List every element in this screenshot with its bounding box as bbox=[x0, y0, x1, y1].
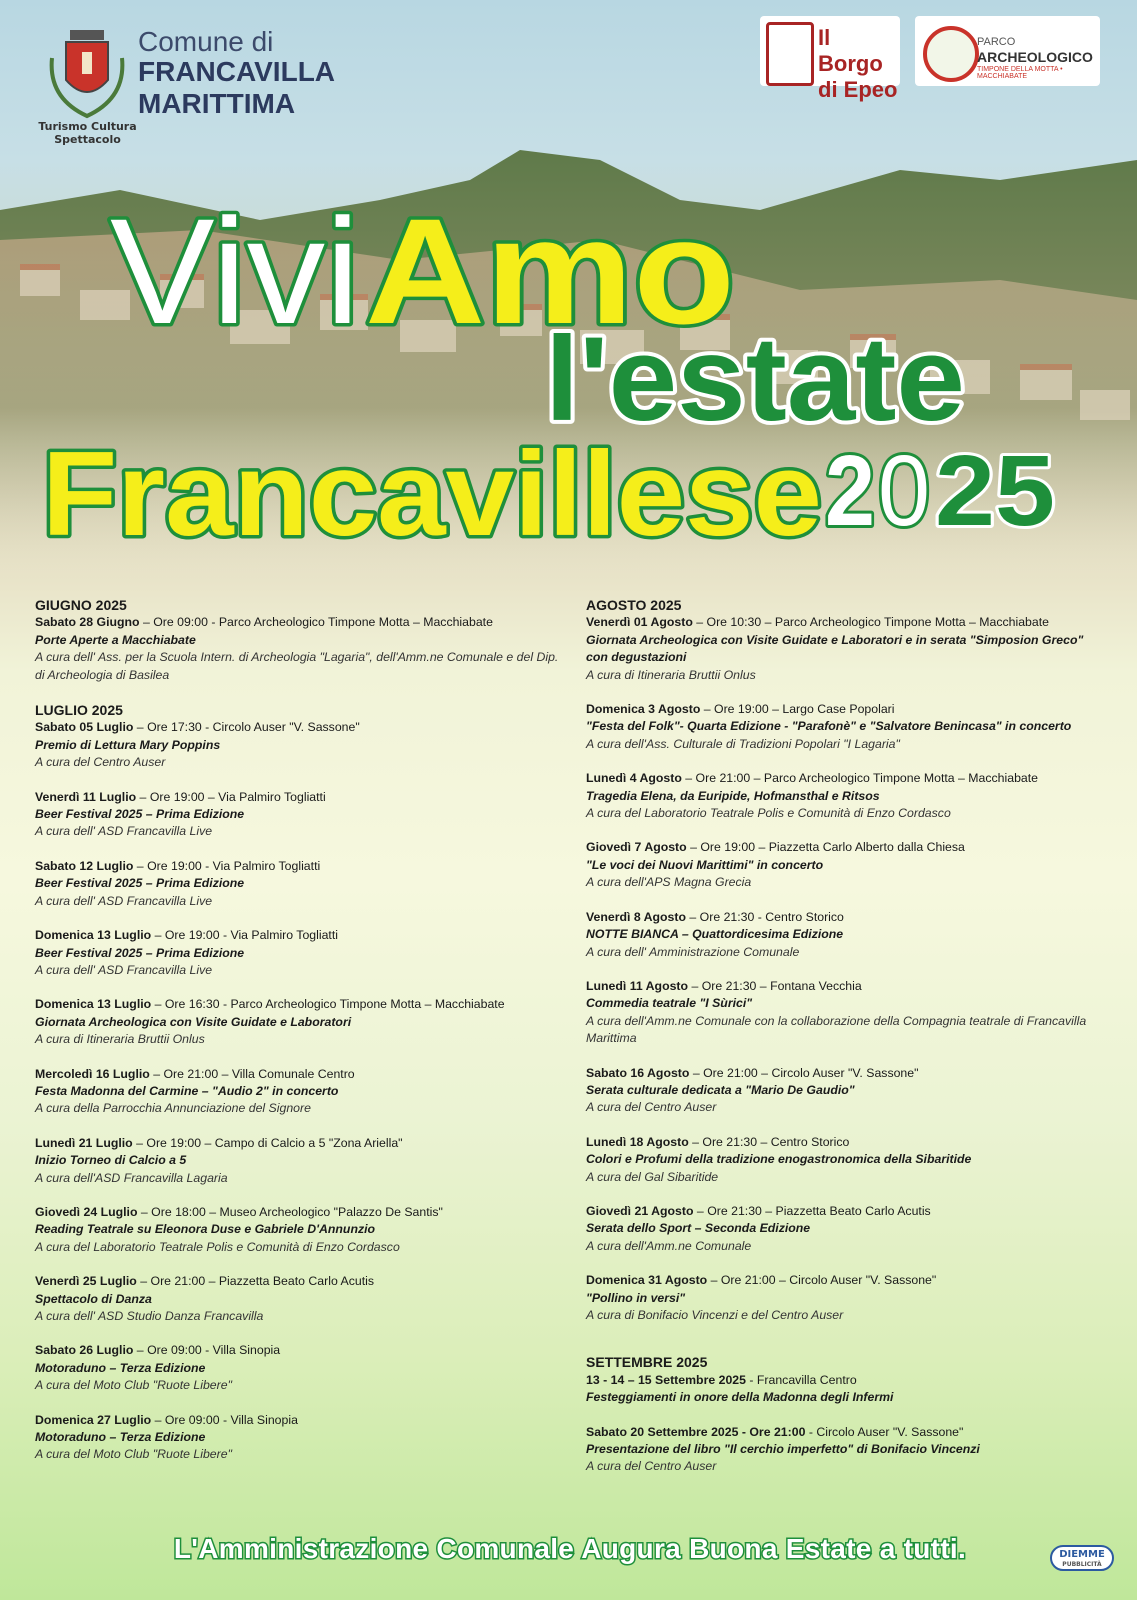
event-when-where bbox=[586, 614, 1101, 631]
event-when-where bbox=[586, 1372, 1101, 1389]
event-when-where bbox=[586, 1065, 1101, 1082]
event-when-where bbox=[586, 770, 1101, 787]
event-date: Venerdì 01 Agosto bbox=[586, 615, 693, 630]
event-title: Commedia teatrale "I Sùrici" bbox=[586, 996, 753, 1011]
event-organizer: A cura del Laboratorio Teatrale Polis e Comunità di Enzo Cordasco bbox=[35, 1239, 400, 1254]
event-title: Motoraduno – Terza Edizione bbox=[35, 1430, 206, 1445]
event-organizer: A cura della Parrocchia Annunciazione del Signore bbox=[35, 1101, 311, 1116]
municipal-crest-icon bbox=[42, 28, 132, 120]
event-item bbox=[35, 1412, 560, 1464]
event-organizer: A cura dell' ASD Francavilla Live bbox=[35, 824, 213, 839]
event-item bbox=[35, 1342, 560, 1394]
event-item bbox=[586, 1065, 1101, 1117]
event-place-time: – Ore 09:00 - Villa Sinopia bbox=[133, 1343, 281, 1358]
title-year-25: 25 bbox=[935, 435, 1055, 547]
event-date: Sabato 26 Luglio bbox=[35, 1343, 134, 1358]
event-date: Domenica 31 Agosto bbox=[586, 1273, 708, 1288]
event-item bbox=[586, 839, 1101, 891]
crest-caption: Turismo Cultura Spettacolo bbox=[38, 120, 137, 146]
event-place-time: – Ore 10:30 – Parco Archeologico Timpone Motta – Macchiabate bbox=[692, 615, 1049, 630]
event-place-time: – Ore 09:00 - Parco Archeologico Timpone Motta – Macchiabate bbox=[139, 615, 493, 630]
event-organizer: A cura di Bonifacio Vincenzi e del Centro Auser bbox=[586, 1308, 844, 1322]
event-when-where bbox=[35, 1412, 560, 1429]
event-title: Beer Festival 2025 – Prima Edizione bbox=[35, 876, 245, 891]
event-when-where bbox=[586, 909, 1101, 926]
event-place-time: – Ore 21:00 – Circolo Auser "V. Sassone" bbox=[707, 1273, 937, 1288]
footer-greeting: L'Amministrazione Comunale Augura Buona Estate a tutti. bbox=[173, 1533, 967, 1564]
event-place-time: – Ore 21:30 - Centro Storico bbox=[686, 909, 844, 924]
event-organizer: A cura del Moto Club "Ruote Libere" bbox=[35, 1447, 232, 1462]
comune-di-label: Comune di bbox=[138, 26, 274, 57]
title-estate: l'estate bbox=[545, 312, 965, 446]
month-heading-agosto: AGOSTO 2025 bbox=[586, 597, 682, 613]
title-year-0: 0 bbox=[878, 435, 930, 547]
header bbox=[0, 0, 1137, 160]
event-item bbox=[35, 1204, 560, 1256]
event-item bbox=[35, 1273, 560, 1325]
event-title: Beer Festival 2025 – Prima Edizione bbox=[35, 807, 245, 822]
event-title: "Festa del Folk"- Quarta Edizione - "Parafonè" e "Salvatore Benincasa" in concerto bbox=[586, 719, 1072, 734]
diemme-badge-text: DIEMME bbox=[1059, 1549, 1105, 1560]
event-title: Porte Aperte a Macchiabate bbox=[35, 632, 196, 647]
event-title: Tragedia Elena, da Euripide, Hofmansthal e Ritsos bbox=[586, 788, 880, 803]
event-title: Beer Festival 2025 – Prima Edizione bbox=[35, 945, 245, 960]
event-organizer: A cura dell' Amministrazione Comunale bbox=[586, 944, 800, 959]
event-date: Domenica 13 Luglio bbox=[35, 928, 152, 943]
event-place-time: – Ore 17:30 - Circolo Auser "V. Sassone" bbox=[133, 720, 360, 735]
event-item bbox=[35, 996, 560, 1048]
event-when-where bbox=[35, 858, 560, 875]
event-title: Colori e Profumi della tradizione enogastronomica della Sibaritide bbox=[586, 1152, 972, 1167]
event-date: Lunedì 21 Luglio bbox=[35, 1135, 133, 1150]
event-place-time: – Ore 21:30 – Piazzetta Beato Carlo Acutis bbox=[693, 1203, 931, 1218]
event-item bbox=[586, 1272, 1101, 1324]
event-when-where bbox=[586, 978, 1101, 995]
event-title: Serata culturale dedicata a "Mario De Gaudio" bbox=[586, 1082, 855, 1097]
event-item bbox=[35, 858, 560, 910]
event-when-where bbox=[35, 1066, 560, 1083]
event-date: Venerdì 25 Luglio bbox=[35, 1274, 137, 1289]
event-date: Lunedì 4 Agosto bbox=[586, 771, 682, 786]
event-place-time: – Ore 19:00 – Via Palmiro Togliatti bbox=[136, 789, 326, 804]
event-date: Sabato 12 Luglio bbox=[35, 858, 134, 873]
borgo-logo-line1: Il Borgo bbox=[818, 25, 883, 76]
event-place-time: – Ore 16:30 - Parco Archeologico Timpone Motta – Macchiabate bbox=[151, 997, 505, 1012]
event-item bbox=[35, 1066, 560, 1118]
event-title: Festeggiamenti in onore della Madonna degli Infermi bbox=[586, 1390, 894, 1405]
event-item bbox=[586, 1134, 1101, 1186]
event-organizer: A cura dell'APS Magna Grecia bbox=[586, 875, 752, 890]
event-item bbox=[586, 1203, 1101, 1255]
event-date: Mercoledì 16 Luglio bbox=[35, 1066, 150, 1081]
event-item bbox=[586, 978, 1101, 1048]
borgo-di-epeo-logo bbox=[760, 16, 900, 102]
event-when-where bbox=[35, 1273, 560, 1290]
event-date: Sabato 28 Giugno bbox=[35, 615, 140, 630]
event-item bbox=[35, 927, 560, 979]
event-item bbox=[586, 1372, 1101, 1407]
program-right-column bbox=[586, 597, 1101, 1476]
event-organizer: A cura del Moto Club "Ruote Libere" bbox=[35, 1378, 232, 1393]
event-title: "Le voci dei Nuovi Marittimi" in concerto bbox=[586, 857, 824, 872]
event-organizer: A cura di Itineraria Bruttii Onlus bbox=[586, 667, 756, 682]
diemme-badge-subtext: PUBBLICITÀ bbox=[1062, 1561, 1102, 1568]
event-organizer: A cura dell' Ass. per la Scuola Intern. di Archeologia "Lagaria", dell'Amm.ne Comunale e del Dip. di Archeologia di Basilea bbox=[35, 650, 559, 682]
event-date: Venerdì 8 Agosto bbox=[586, 909, 686, 924]
event-title: Premio di Lettura Mary Poppins bbox=[35, 737, 221, 752]
parco-emblem-icon bbox=[923, 26, 979, 82]
event-when-where bbox=[586, 1203, 1101, 1220]
event-when-where bbox=[586, 839, 1101, 856]
event-date: Sabato 05 Luglio bbox=[35, 720, 134, 735]
month-heading-giugno: GIUGNO 2025 bbox=[35, 597, 127, 613]
event-item bbox=[586, 770, 1101, 822]
event-title: "Pollino in versi" bbox=[586, 1290, 686, 1305]
event-when-where bbox=[35, 1342, 560, 1359]
event-item bbox=[586, 1424, 1101, 1476]
event-organizer: A cura dell'Amm.ne Comunale con la collaborazione della Compagnia teatrale di Francavilla Marittima bbox=[586, 1013, 1087, 1046]
program-left-column bbox=[35, 597, 560, 1464]
event-organizer: A cura del Laboratorio Teatrale Polis e Comunità di Enzo Cordasco bbox=[586, 806, 951, 821]
event-place-time: – Ore 21:00 – Parco Archeologico Timpone Motta – Macchiabate bbox=[681, 771, 1039, 786]
event-place-time: – Ore 19:00 - Via Palmiro Togliatti bbox=[133, 858, 321, 873]
event-title: NOTTE BIANCA – Quattordicesima Edizione bbox=[586, 927, 844, 942]
event-item bbox=[35, 614, 560, 684]
title-amo: Amo bbox=[365, 187, 735, 355]
diemme-badge bbox=[1050, 1545, 1114, 1571]
borgo-logo-text bbox=[818, 25, 900, 103]
title-francavillese: Francavillese bbox=[42, 427, 823, 561]
event-place-time: - Francavilla Centro bbox=[745, 1372, 857, 1387]
event-place-time: – Ore 18:00 – Museo Archeologico "Palazzo De Santis" bbox=[137, 1204, 443, 1219]
event-when-where bbox=[586, 1272, 1101, 1289]
event-place-time: - Circolo Auser "V. Sassone" bbox=[805, 1424, 964, 1439]
event-item bbox=[35, 789, 560, 841]
title-vivi: Vivi bbox=[110, 187, 360, 355]
event-organizer: A cura del Centro Auser bbox=[35, 755, 166, 770]
event-when-where bbox=[35, 719, 560, 736]
month-heading-settembre: SETTEMBRE 2025 bbox=[586, 1354, 708, 1371]
event-item bbox=[586, 701, 1101, 753]
event-date: Domenica 13 Luglio bbox=[35, 997, 152, 1012]
event-item bbox=[586, 614, 1101, 684]
event-when-where bbox=[586, 701, 1101, 718]
event-date: Domenica 27 Luglio bbox=[35, 1412, 152, 1427]
event-organizer: A cura dell'Amm.ne Comunale bbox=[586, 1238, 752, 1253]
event-date: Domenica 3 Agosto bbox=[586, 702, 701, 717]
event-when-where bbox=[586, 1424, 1101, 1441]
event-item bbox=[586, 909, 1101, 961]
event-when-where bbox=[35, 927, 560, 944]
event-when-where bbox=[35, 789, 560, 806]
title-year-2: 2 bbox=[825, 435, 875, 547]
event-when-where bbox=[586, 1134, 1101, 1151]
event-organizer: A cura del Centro Auser bbox=[586, 1100, 717, 1115]
comune-name bbox=[138, 56, 335, 120]
event-organizer: A cura del Gal Sibaritide bbox=[586, 1169, 719, 1184]
event-item bbox=[35, 719, 560, 771]
event-title: Serata dello Sport – Seconda Edizione bbox=[586, 1221, 811, 1236]
event-title: Inizio Torneo di Calcio a 5 bbox=[35, 1153, 187, 1168]
event-title: Motoraduno – Terza Edizione bbox=[35, 1360, 206, 1375]
event-organizer: A cura dell' ASD Francavilla Live bbox=[35, 893, 213, 908]
event-date: Sabato 20 Settembre 2025 - Ore 21:00 bbox=[586, 1424, 806, 1439]
event-date: Lunedì 18 Agosto bbox=[586, 1134, 689, 1149]
event-place-time: – Ore 19:00 - Via Palmiro Togliatti bbox=[151, 928, 338, 943]
event-place-time: – Ore 21:30 – Centro Storico bbox=[688, 1134, 850, 1149]
event-date: Venerdì 11 Luglio bbox=[35, 789, 137, 804]
event-date: Lunedì 11 Agosto bbox=[586, 978, 689, 993]
event-when-where bbox=[35, 1135, 560, 1152]
event-title: Giornata Archeologica con Visite Guidate e Laboratori e in serata "Simposion Greco" con degustazioni bbox=[586, 632, 1084, 665]
event-title: Giornata Archeologica con Visite Guidate e Laboratori bbox=[35, 1014, 352, 1029]
borgo-tower-icon bbox=[766, 22, 814, 86]
event-place-time: – Ore 21:00 – Circolo Auser "V. Sassone" bbox=[689, 1065, 919, 1080]
parco-logo-line3: TIMPONE DELLA MOTTA • MACCHIABATE bbox=[977, 66, 1063, 80]
event-when-where bbox=[35, 996, 560, 1013]
event-place-time: – Ore 19:00 – Piazzetta Carlo Alberto dalla Chiesa bbox=[686, 840, 965, 855]
event-place-time: – Ore 19:00 – Largo Case Popolari bbox=[700, 702, 895, 717]
parco-archeologico-logo bbox=[915, 16, 1100, 86]
event-title: Reading Teatrale su Eleonora Duse e Gabriele D'Annunzio bbox=[35, 1222, 376, 1237]
event-organizer: A cura dell' ASD Studio Danza Francavilla bbox=[35, 1309, 264, 1323]
event-place-time: – Ore 21:00 – Villa Comunale Centro bbox=[149, 1066, 355, 1081]
event-organizer: A cura dell'Ass. Culturale di Tradizioni Popolari "I Lagaria" bbox=[586, 736, 900, 751]
event-date: Sabato 16 Agosto bbox=[586, 1065, 690, 1080]
event-organizer: A cura dell' ASD Francavilla Live bbox=[35, 962, 213, 977]
event-place-time: – Ore 21:30 – Fontana Vecchia bbox=[688, 978, 862, 993]
event-item bbox=[35, 1135, 560, 1187]
event-place-time: – Ore 09:00 - Villa Sinopia bbox=[151, 1412, 298, 1427]
borgo-logo-line2: di Epeo bbox=[818, 77, 898, 102]
comune-name-line1: FRANCAVILLA bbox=[138, 56, 336, 87]
event-organizer: A cura del Centro Auser bbox=[586, 1459, 717, 1474]
event-date: Giovedì 21 Agosto bbox=[586, 1203, 694, 1218]
event-date: Giovedì 7 Agosto bbox=[586, 840, 687, 855]
event-date: Giovedì 24 Luglio bbox=[35, 1204, 138, 1219]
event-organizer: A cura di Itineraria Bruttii Onlus bbox=[35, 1032, 205, 1047]
event-title: Spettacolo di Danza bbox=[35, 1291, 152, 1306]
event-when-where bbox=[35, 1204, 560, 1221]
event-title: Presentazione del libro "Il cerchio imperfetto" di Bonifacio Vincenzi bbox=[586, 1442, 980, 1457]
event-when-where bbox=[35, 614, 560, 631]
parco-logo-line2: ARCHEOLOGICO bbox=[977, 49, 1093, 65]
event-organizer: A cura dell'ASD Francavilla Lagaria bbox=[35, 1170, 228, 1185]
event-place-time: – Ore 21:00 – Piazzetta Beato Carlo Acutis bbox=[136, 1274, 375, 1289]
event-title bbox=[0, 175, 1137, 565]
comune-name-line2: MARITTIMA bbox=[138, 88, 296, 119]
event-place-time: – Ore 19:00 – Campo di Calcio a 5 "Zona Ariella" bbox=[132, 1135, 403, 1150]
parco-logo-line1: PARCO bbox=[977, 36, 1016, 48]
month-heading-luglio: LUGLIO 2025 bbox=[35, 702, 123, 719]
event-title: Festa Madonna del Carmine – "Audio 2" in concerto bbox=[35, 1083, 339, 1098]
event-date: 13 - 14 – 15 Settembre 2025 bbox=[586, 1372, 746, 1387]
